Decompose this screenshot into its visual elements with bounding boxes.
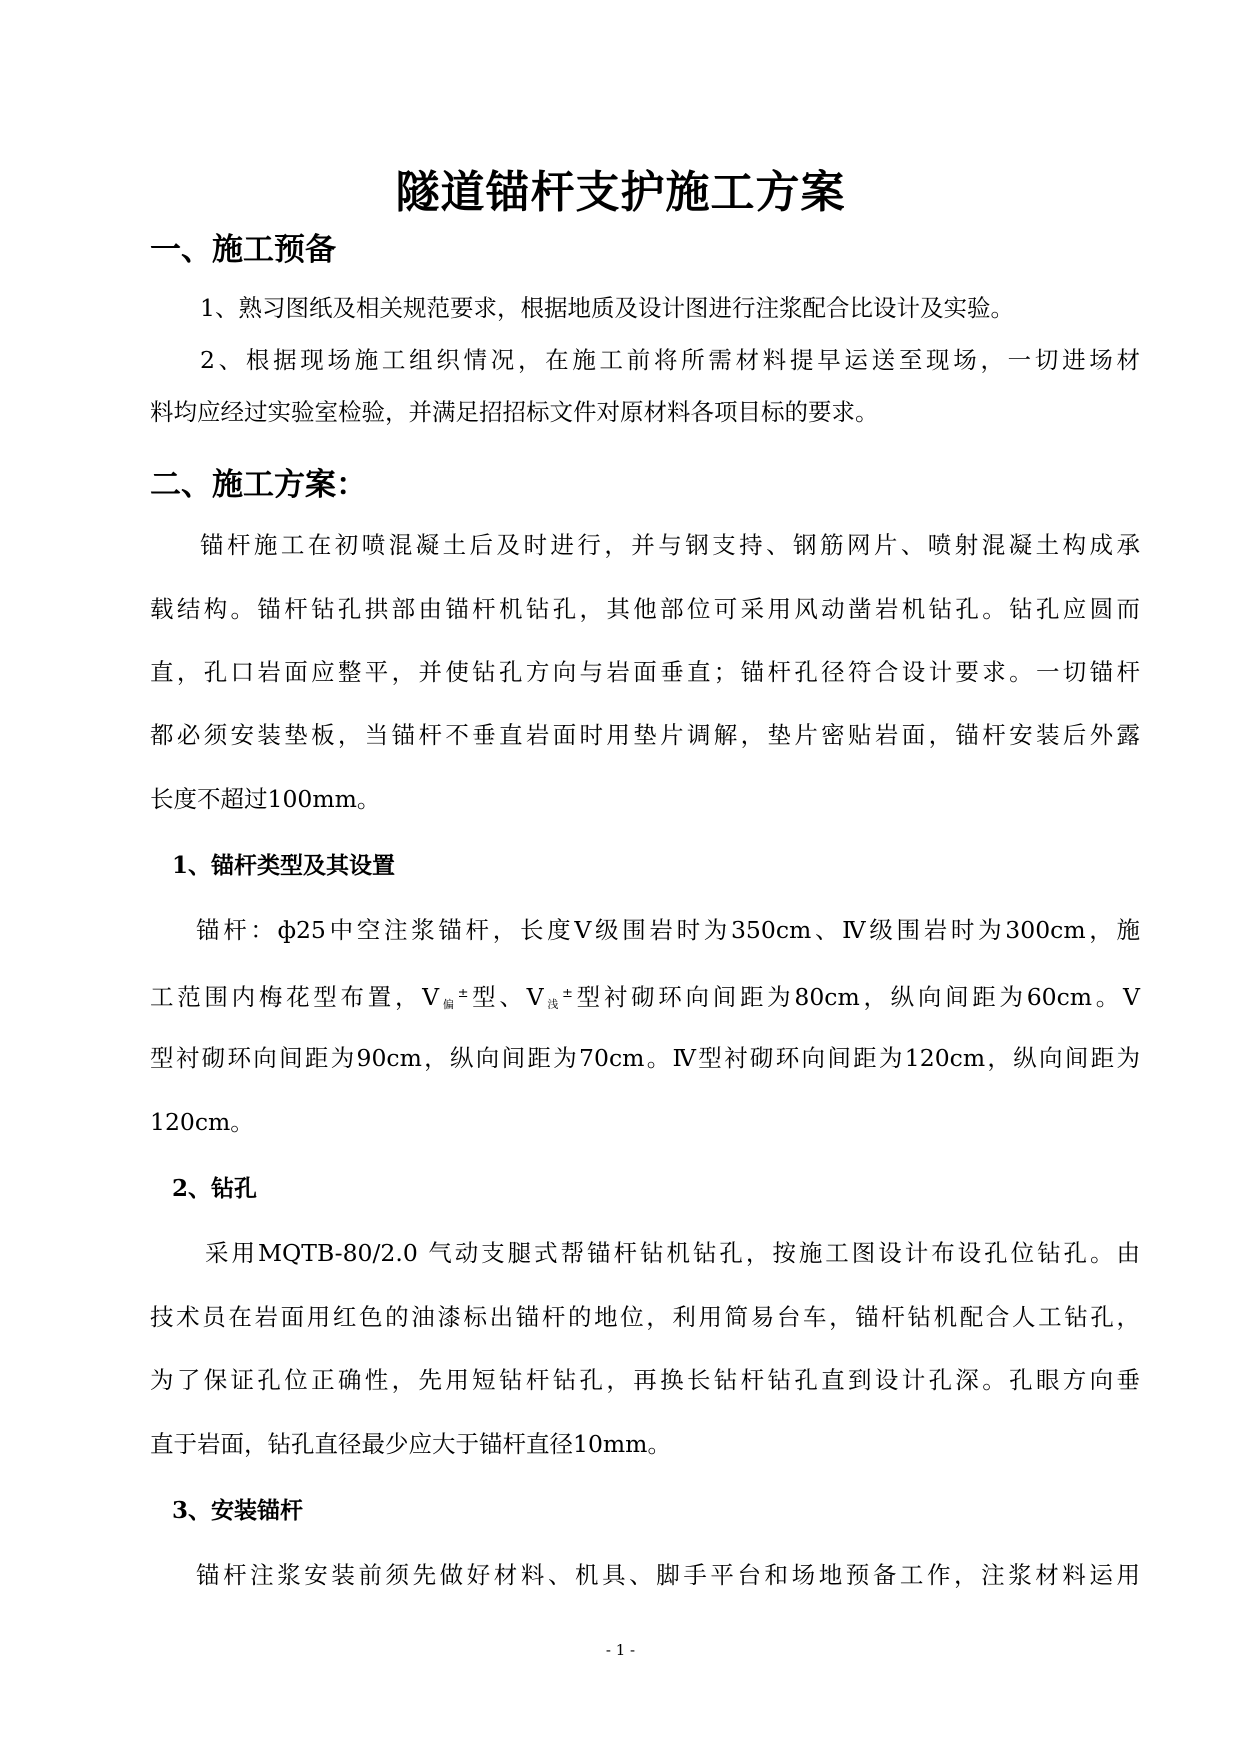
superscript: ± xyxy=(562,986,573,1001)
page-number: - 1 - xyxy=(605,1641,636,1659)
paragraph-line: 直于岩面，钻孔直径最少应大于锚杆直径10mm。 xyxy=(150,1430,671,1458)
paragraph-line: 载结构。锚杆钻孔拱部由锚杆机钻孔，其他部位可采用风动凿岩机钻孔。钻孔应圆而 xyxy=(150,595,1140,623)
paragraph-line: 技术员在岩面用红色的油漆标出锚杆的地位，利用简易台车，锚杆钻机配合人工钻孔， xyxy=(150,1303,1140,1331)
subscript: 浅 xyxy=(547,998,563,1011)
section-heading-preparation: 一、施工预备 xyxy=(150,232,336,268)
paragraph-line: 锚杆施工在初喷混凝土后及时进行，并与钢支持、钢筋网片、喷射混凝土构成承 xyxy=(200,531,1140,559)
text-run: 型衬砌环向间距为80cm，纵向间距为60cm。Ⅴ xyxy=(572,983,1140,1011)
paragraph-line: 料均应经过实验室检验，并满足招招标文件对原材料各项目标的要求。 xyxy=(150,398,879,426)
document-title: 隧道锚杆支护施工方案 xyxy=(395,167,846,218)
paragraph-line: 1、熟习图纸及相关规范要求，根据地质及设计图进行注浆配合比设计及实验。 xyxy=(200,294,1014,322)
subsection-heading-install-anchor: 3、安装锚杆 xyxy=(172,1497,304,1524)
superscript: ± xyxy=(457,986,469,1001)
text-run: 型、Ⅴ xyxy=(468,983,548,1011)
paragraph-line: 型衬砌环向间距为90cm，纵向间距为70cm。Ⅳ型衬砌环向间距为120cm，纵向间距为 xyxy=(150,1044,1140,1072)
subsection-heading-drilling: 2、钻孔 xyxy=(172,1175,258,1202)
paragraph-line: 120cm。 xyxy=(150,1108,254,1136)
paragraph-line: 直，孔口岩面应整平，并使钻孔方向与岩面垂直；锚杆孔径符合设计要求。一切锚杆 xyxy=(150,658,1140,686)
subsection-heading-anchor-type: 1、锚杆类型及其设置 xyxy=(172,852,396,879)
subscript: 偏 xyxy=(442,998,458,1011)
paragraph-line: 采用MQTB-80/2.0 气动支腿式帮锚杆钻机钻孔，按施工图设计布设孔位钻孔。由 xyxy=(205,1239,1140,1267)
paragraph-line: 长度不超过100mm。 xyxy=(150,785,381,813)
paragraph-line: 锚杆：ф25中空注浆锚杆，长度Ⅴ级围岩时为350cm、Ⅳ级围岩时为300cm，施 xyxy=(196,916,1140,944)
paragraph-line: 为了保证孔位正确性，先用短钻杆钻孔，再换长钻杆钻孔直到设计孔深。孔眼方向垂 xyxy=(150,1366,1140,1394)
text-run: 工范围内梅花型布置，Ⅴ xyxy=(150,983,443,1011)
paragraph-line-with-subscripts xyxy=(150,977,1140,1022)
section-heading-plan: 二、施工方案： xyxy=(150,467,367,503)
paragraph-line: 锚杆注浆安装前须先做好材料、机具、脚手平台和场地预备工作，注浆材料运用 xyxy=(196,1561,1140,1589)
paragraph-line: 2、根据现场施工组织情况，在施工前将所需材料提早运送至现场，一切进场材 xyxy=(200,346,1140,374)
paragraph-line: 都必须安装垫板，当锚杆不垂直岩面时用垫片调解，垫片密贴岩面，锚杆安装后外露 xyxy=(150,721,1140,749)
